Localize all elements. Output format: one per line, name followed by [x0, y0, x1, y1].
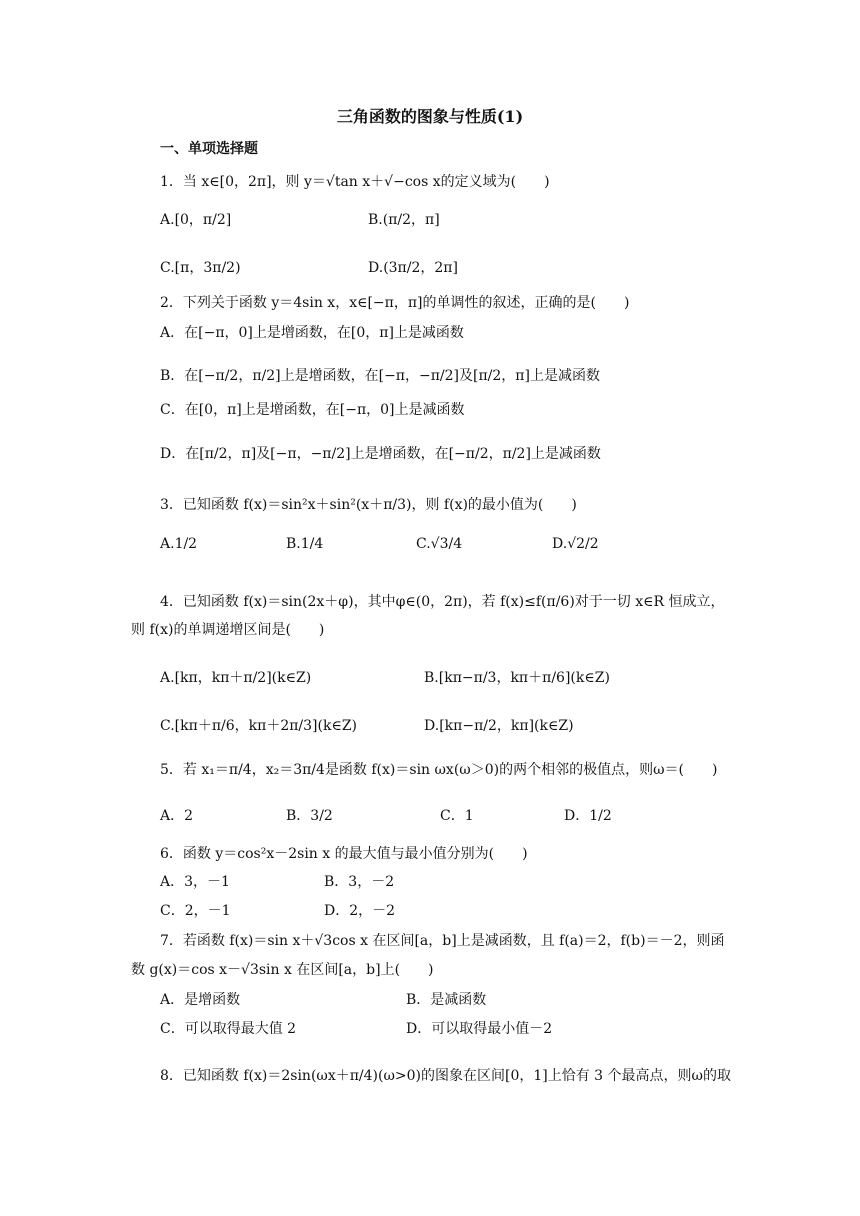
- question-3-option-a: [160, 534, 197, 554]
- option-text: [kπ−π/3，kπ＋π/6](k∈Z): [438, 670, 610, 686]
- option-text: [π，3π/2): [174, 260, 241, 276]
- question-5-option-a: [160, 806, 193, 826]
- option-text: [0，π/2]: [174, 212, 232, 228]
- option-text: 可以取得最大值 2: [184, 1021, 297, 1037]
- question-6-option-d: [324, 901, 395, 921]
- option-text: √3/4: [430, 536, 463, 552]
- option-label: C.: [416, 536, 431, 552]
- question-6-stem: 6．函数 y＝cos²x－2sin x 的最大值与最小值分别为( ): [160, 846, 528, 862]
- option-label: D.: [368, 260, 384, 276]
- question-1-option-b: [368, 210, 440, 230]
- option-text: [kπ，kπ＋π/2](k∈Z): [174, 670, 312, 686]
- option-label: D．: [324, 903, 350, 919]
- question-5-stem: 5．若 x₁＝π/4，x₂＝3π/4是函数 f(x)＝sin ωx(ω＞0)的两个相邻的极值点，则ω＝( ): [160, 762, 718, 778]
- option-label: C．: [160, 903, 185, 919]
- question-4-stem-continued: 则 f(x)的单调递增区间是( ): [131, 622, 325, 638]
- option-label: C．: [440, 808, 465, 824]
- question-4-option-c: [160, 716, 357, 736]
- option-text: 在[0，π]上是增函数，在[−π，0]上是减函数: [184, 402, 465, 418]
- option-label: B．: [160, 368, 185, 384]
- option-label: C.: [160, 260, 175, 276]
- question-7-option-d: [406, 1019, 552, 1039]
- question-3-option-d: [552, 534, 599, 554]
- option-label: A．: [160, 808, 185, 824]
- option-text: 在[−π/2，π/2]上是增函数，在[−π，−π/2]及[π/2，π]上是减函数: [184, 368, 600, 384]
- page-title: 三角函数的图象与性质(1): [336, 107, 524, 126]
- option-label: C．: [160, 402, 185, 418]
- question-2-option-d: [160, 444, 601, 464]
- option-label: A．: [160, 874, 185, 890]
- option-text: 2，－1: [184, 903, 231, 919]
- question-1-option-c: [160, 258, 241, 278]
- option-label: C．: [160, 1021, 185, 1037]
- question-3-option-b: [286, 534, 323, 554]
- option-text: 3/2: [310, 808, 333, 824]
- option-label: D．: [564, 808, 590, 824]
- question-1-stem: 1．当 x∈[0，2π]，则 y＝√tan x＋√−cos x的定义域为( ): [160, 174, 550, 190]
- option-label: B.: [368, 212, 383, 228]
- question-3-stem: 3．已知函数 f(x)＝sin²x＋sin²(x＋π/3)，则 f(x)的最小值为( ): [160, 497, 577, 513]
- question-7-option-b: [406, 990, 486, 1010]
- question-4-option-a: [160, 668, 311, 688]
- option-text: 在[π/2，π]及[−π，−π/2]上是增函数，在[−π/2，π/2]上是减函数: [185, 446, 601, 462]
- option-label: B.: [286, 536, 301, 552]
- option-text: 1: [464, 808, 474, 824]
- question-2-option-b: [160, 366, 600, 386]
- question-5-option-c: [440, 806, 474, 826]
- option-label: C.: [160, 718, 175, 734]
- question-8-stem: 8．已知函数 f(x)＝2sin(ωx＋π/4)(ω>0)的图象在区间[0，1]上恰有 3 个最高点，则ω的取: [160, 1068, 731, 1084]
- question-7-stem: 7．若函数 f(x)＝sin x＋√3cos x 在区间[a，b]上是减函数，且 f(a)＝2，f(b)＝－2，则函: [160, 933, 725, 949]
- option-text: 2: [184, 808, 194, 824]
- option-label: B．: [406, 992, 431, 1008]
- option-text: 1/4: [300, 536, 324, 552]
- option-label: B．: [324, 874, 349, 890]
- option-text: [kπ−π/2，kπ](k∈Z): [439, 718, 574, 734]
- option-text: (3π/2，2π]: [383, 260, 458, 276]
- question-6-option-c: [160, 901, 231, 921]
- option-label: A.: [160, 212, 175, 228]
- question-1-option-d: [368, 258, 458, 278]
- question-7-option-c: [160, 1019, 296, 1039]
- option-text: 3，－2: [348, 874, 395, 890]
- option-label: B．: [286, 808, 311, 824]
- question-4-option-d: [424, 716, 574, 736]
- option-text: 可以取得最小值－2: [431, 1021, 553, 1037]
- option-label: A.: [160, 536, 175, 552]
- option-label: D．: [160, 446, 186, 462]
- option-text: 在[−π，0]上是增函数，在[0，π]上是减函数: [184, 325, 464, 341]
- option-text: 是减函数: [430, 992, 487, 1008]
- option-text: 1/2: [589, 808, 612, 824]
- option-text: √2/2: [567, 536, 599, 552]
- option-text: 3，－1: [184, 874, 230, 890]
- question-3-option-c: [416, 534, 462, 554]
- question-6-option-b: [324, 872, 394, 892]
- option-label: D.: [424, 718, 440, 734]
- option-label: A．: [160, 325, 185, 341]
- question-5-option-b: [286, 806, 333, 826]
- question-2-option-c: [160, 400, 465, 420]
- option-text: [kπ＋π/6，kπ＋2π/3](k∈Z): [174, 718, 358, 734]
- question-7-stem-continued: 数 g(x)＝cos x－√3sin x 在区间[a，b]上( ): [131, 962, 434, 978]
- option-text: 2，－2: [349, 903, 396, 919]
- option-label: B.: [424, 670, 439, 686]
- question-6-option-a: [160, 872, 230, 892]
- option-label: A.: [160, 670, 175, 686]
- question-4-stem: 4．已知函数 f(x)＝sin(2x＋φ)，其中φ∈(0，2π)，若 f(x)≤f(π/6)对于一切 x∈R 恒成立，: [160, 594, 725, 610]
- option-label: A．: [160, 992, 185, 1008]
- option-text: (π/2，π]: [382, 212, 440, 228]
- question-4-option-b: [424, 668, 610, 688]
- question-1-option-a: [160, 210, 231, 230]
- question-2-option-a: [160, 323, 464, 343]
- question-7-option-a: [160, 990, 240, 1010]
- section-heading: 一、单项选择题: [160, 141, 258, 157]
- option-text: 是增函数: [184, 992, 241, 1008]
- option-label: D．: [406, 1021, 432, 1037]
- question-5-option-d: [564, 806, 612, 826]
- option-text: 1/2: [174, 536, 198, 552]
- question-2-stem: 2．下列关于函数 y＝4sin x，x∈[−π，π]的单调性的叙述，正确的是( ): [160, 295, 630, 311]
- option-label: D.: [552, 536, 568, 552]
